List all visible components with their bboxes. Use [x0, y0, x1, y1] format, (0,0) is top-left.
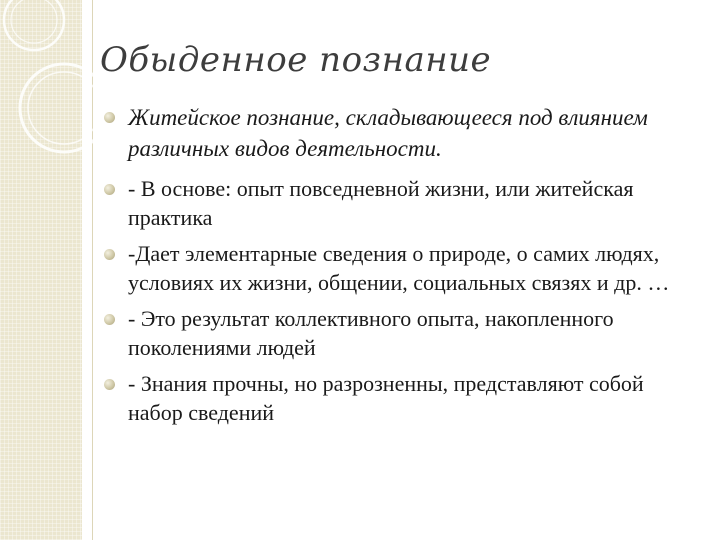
list-item	[104, 239, 694, 297]
bullet-icon	[104, 112, 115, 123]
list-item-text: - Знания прочны, но разрозненны, представляют собой набор сведений	[128, 371, 644, 425]
bullet-icon	[104, 184, 115, 195]
bullet-list	[104, 102, 694, 434]
list-item-text: - Это результат коллективного опыта, накопленного поколениями людей	[128, 306, 614, 360]
list-item-text: -Дает элементарные сведения о природе, о самих людях, условиях их жизни, общении, социальных связях и др. …	[128, 241, 670, 295]
list-item-text: - В основе: опыт повседневной жизни, или житейская практика	[128, 176, 634, 230]
slide-title: Обыденное познание	[100, 40, 492, 80]
bullet-icon	[104, 314, 115, 325]
bullet-icon	[104, 379, 115, 390]
bullet-icon	[104, 249, 115, 260]
list-item-text: Житейское познание, складывающееся под влиянием различных видов деятельности.	[128, 105, 648, 161]
list-item	[104, 102, 694, 164]
list-item	[104, 369, 694, 427]
list-item	[104, 174, 694, 232]
list-item	[104, 304, 694, 362]
